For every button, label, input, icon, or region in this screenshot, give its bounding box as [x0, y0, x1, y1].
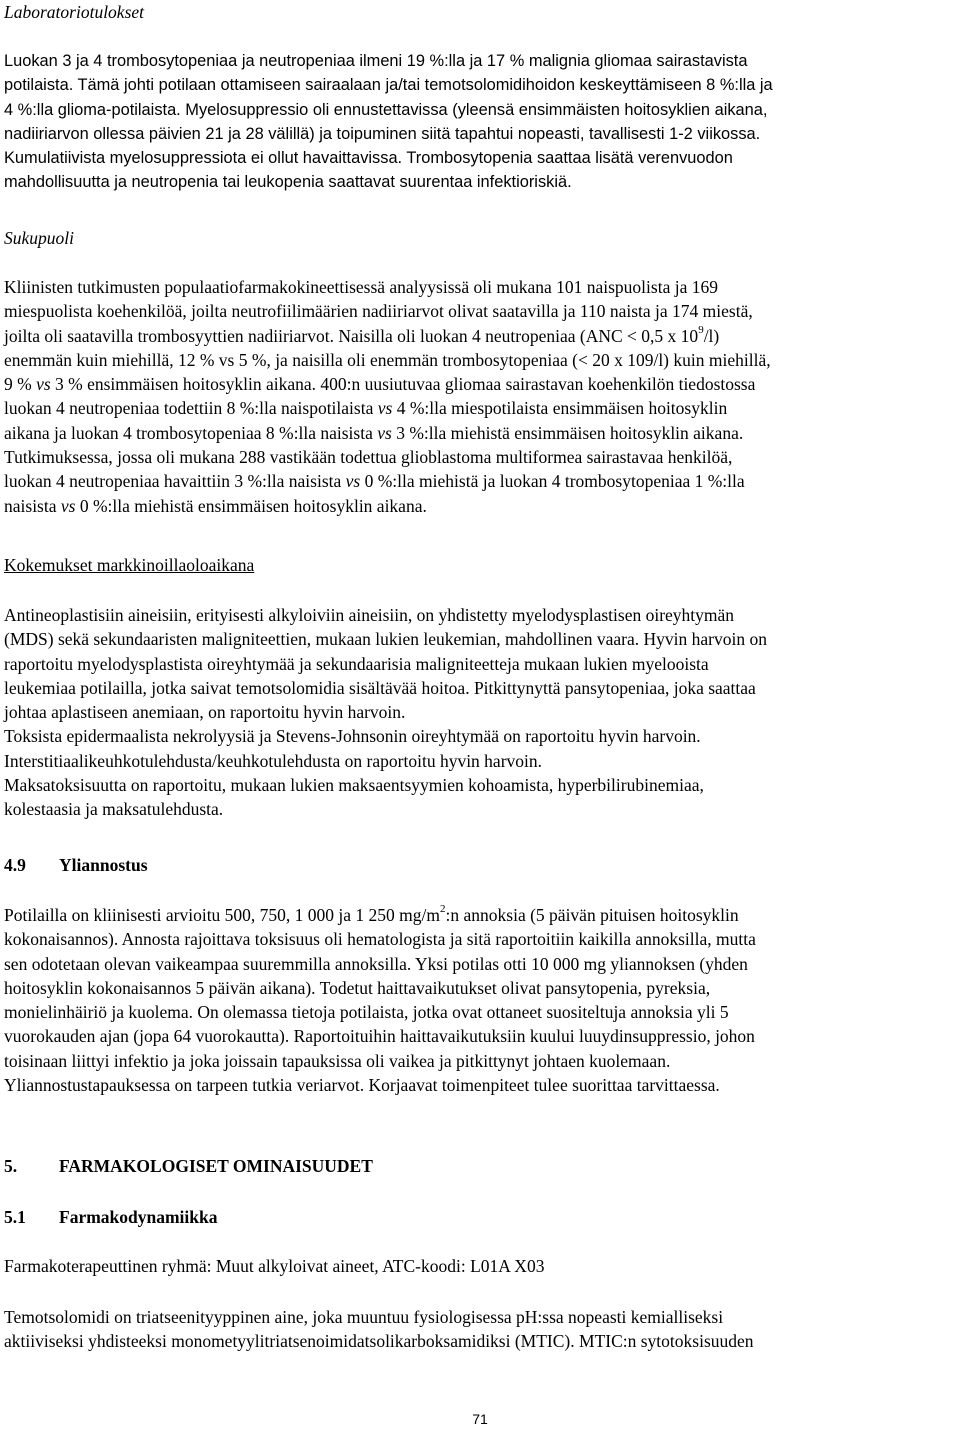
text-line: kokonaisannos). Annosta rajoittava toksisuus oli hematologista ja sitä raportoitiin kaikilla annoksilla, mutta — [4, 929, 756, 950]
text-run: 3 %:lla miehistä ensimmäisen hoitosyklin aikana. — [391, 422, 744, 443]
text-line: Kliinisten tutkimusten populaatiofarmakokineettisessä analyysissä oli mukana 101 naispuolista ja 169 — [4, 277, 718, 297]
text-line: Luokan 3 ja 4 trombosytopeniaa ja neutropeniaa ilmeni 19 %:lla ja 17 % malignia gliomaa sairastavista — [4, 52, 748, 70]
text-run: luokan 4 neutropeniaa todettiin 8 %:lla naispotilaista — [4, 398, 378, 419]
section-title: Farmakodynamiikka — [59, 1207, 218, 1227]
paragraph-yliannostus — [4, 903, 756, 1097]
text-line: monielinhäiriö ja kuolema. On olemassa tietoja potilaista, jotka ovat ottaneet suositeltuja annoksia yli 5 — [4, 1002, 729, 1023]
text-run: joilta oli saatavilla trombosyyttien nadiiriarvot. Naisilla oli luokan 4 neutropeniaa (ANC < 0,5 x 10 — [4, 325, 699, 346]
heading-4-9-yliannostus — [4, 853, 148, 877]
text-line: 4 %:lla glioma-potilaista. Myelosuppressio oli ennustettavissa (yleensä ensimmäisten hoitosyklien aikana, — [4, 100, 768, 119]
text-run: 9 % — [4, 374, 37, 395]
text-run: /l) — [703, 325, 720, 346]
page-number: 71 — [472, 1411, 488, 1427]
text-line: aktiiviseksi yhdisteeksi monometyylitriatsenoimidatsolikarboksamidiksi (MTIC). MTIC:n sytotoksisuuden — [4, 1331, 754, 1352]
section-title: FARMAKOLOGISET OMINAISUUDET — [59, 1156, 373, 1176]
heading-5-1-farmakodynamiikka — [4, 1205, 218, 1229]
text-run: naisista — [4, 495, 61, 516]
text-run: 3 % ensimmäisen hoitosyklin aikana. 400:n uusiutuvaa gliomaa sairastavan koehenkilön tiedostossa — [50, 374, 756, 395]
paragraph-temotsolomidi — [4, 1305, 754, 1354]
text-line: toisinaan liittyi infektio ja joka joissain tapauksissa oli vaikea ja pitkittynyt johtaen kuolemaan. — [4, 1050, 671, 1071]
text-line: raportoitu myelodysplastista oireyhtymää ja sekundaarisia maligniteetteja mukaan lukien myelooista — [4, 653, 709, 674]
section-number: 4.9 — [4, 855, 26, 875]
heading-sukupuoli: Sukupuoli — [4, 228, 74, 248]
text-line: hoitosyklin kokonaisannos 5 päivän aikana). Todetut haittavaikutukset olivat pansytopenia, pyreksia, — [4, 977, 711, 998]
text-line: leukemiaa potilailla, jotka saivat temotsolomidia sisältävää hoitoa. Pitkittynyttä pansytopeniaa, joka saattaa — [4, 677, 756, 698]
text-line: sen odotetaan olevan vaikeampaa suuremmilla annoksilla. Yksi potilas otti 10 000 mg yliannoksen (yhden — [4, 953, 748, 974]
text-run: luokan 4 neutropeniaa havaittiin 3 %:lla naisista — [4, 471, 346, 492]
section-number: 5. — [4, 1156, 18, 1176]
heading-kokemukset-markkinoillaoloaikana: Kokemukset markkinoillaoloaikana — [4, 555, 255, 575]
text-line: enemmän kuin miehillä, 12 % vs 5 %, ja naisilla oli enemmän trombosytopeniaa (< 20 x 109/l) kuin miehillä, — [4, 349, 771, 370]
text-line: Yliannostustapauksessa on tarpeen tutkia veriarvot. Korjaavat toimenpiteet tulee suorittaa tarvittaessa. — [4, 1075, 720, 1096]
text-run: 0 %:lla miehistä ensimmäisen hoitosyklin aikana. — [75, 495, 427, 516]
superscript: 9 — [698, 323, 704, 336]
text-line: Interstitiaalikeuhkotulehdusta/keuhkotulehdusta on raportoitu hyvin harvoin. — [4, 750, 543, 771]
text-line: mahdollisuutta ja neutropenia tai leukopenia saattavat suurentaa infektioriskiä. — [4, 173, 572, 192]
text-run: 0 %:lla miehistä ja luokan 4 trombosytopeniaa 1 %:lla — [360, 471, 745, 492]
text-line: Antineoplastisiin aineisiin, erityisesti alkyloiviin aineisiin, on yhdistetty myelodysplastisen oireyhtymän — [4, 605, 735, 625]
text-run: Potilailla on kliinisesti arvioitu 500, 750, 1 000 ja 1 250 mg/m — [4, 905, 441, 925]
paragraph-farmakoterapeuttinen-ryhma: Farmakoterapeuttinen ryhmä: Muut alkyloivat aineet, ATC-koodi: L01A X03 — [4, 1256, 545, 1276]
italic-vs: vs — [345, 471, 361, 492]
text-line — [4, 372, 771, 396]
italic-vs: vs — [377, 422, 392, 443]
text-run: aikana ja luokan 4 trombosytopeniaa 8 %:lla naisista — [4, 422, 378, 443]
text-line: Temotsolomidi on triatseenityyppinen aine, joka muuntuu fysiologisessa pH:ssa nopeasti kemialliseksi — [4, 1307, 724, 1327]
text-line: johtaa aplastiseen anemiaan, on raportoitu hyvin harvoin. — [4, 702, 406, 723]
heading-laboratoriotulokset: Laboratoriotulokset — [4, 2, 145, 22]
text-line: kolestaasia ja maksatulehdusta. — [4, 799, 224, 820]
text-line: Kumulatiivista myelosuppressiota ei ollut havaittavissa. Trombosytopenia saattaa lisätä verenvuodon — [4, 149, 733, 168]
text-line — [4, 421, 771, 445]
text-line — [4, 494, 771, 518]
text-line: miespuolista koehenkilöä, joilta neutrofiilimäärien nadiiriarvot olivat saatavilla ja 110 naista ja 174 miestä, — [4, 301, 753, 322]
text-run: :n annoksia (5 päivän pituisen hoitosyklin — [445, 905, 739, 925]
text-line: nadiiriarvon ollessa päivien 21 ja 28 välillä) ja toipuminen siitä tapahtui nopeasti, tavallisesti 1-2 viikossa. — [4, 124, 761, 143]
paragraph-kokemukset — [4, 603, 767, 822]
text-line: potilaista. Tämä johti potilaan ottamiseen sairaalaan ja/tai temotsolomidihoidon keskeyttämiseen 8 %:lla ja — [4, 76, 773, 95]
text-run: 4 %:lla miespotilaista ensimmäisen hoitosyklin — [392, 398, 728, 419]
italic-vs: vs — [377, 398, 393, 419]
paragraph-sukupuoli — [4, 275, 771, 518]
section-number: 5.1 — [4, 1207, 26, 1227]
text-line — [4, 324, 771, 348]
text-line: Maksatoksisuutta on raportoitu, mukaan lukien maksaentsyymien kohoamista, hyperbilirubinemiaa, — [4, 775, 704, 796]
text-line: Tutkimuksessa, jossa oli mukana 288 vastikään todettua glioblastoma multiformea sairastavaa henkilöä, — [4, 447, 733, 468]
text-line: Toksista epidermaalista nekrolyysiä ja Stevens-Johnsonin oireyhtymää on raportoitu hyvin harvoin. — [4, 726, 701, 747]
superscript: 2 — [440, 903, 446, 916]
italic-vs: vs — [60, 495, 76, 516]
text-line — [4, 469, 771, 493]
section-title: Yliannostus — [59, 855, 148, 875]
text-line: (MDS) sekä sekundaaristen maligniteettien, mukaan lukien leukemian, mahdollinen vaara. Hyvin harvoin on — [4, 629, 767, 650]
text-line: vuorokauden ajan (jopa 64 vuorokautta). Raportoituihin haittavaikutuksiin kuului luuydinsuppressio, johon — [4, 1026, 755, 1047]
heading-5-farmakologiset-ominaisuudet — [4, 1154, 373, 1178]
text-line — [4, 396, 771, 420]
text-line — [4, 903, 756, 927]
paragraph-laboratoriotulokset — [4, 49, 773, 195]
italic-vs: vs — [36, 374, 51, 395]
